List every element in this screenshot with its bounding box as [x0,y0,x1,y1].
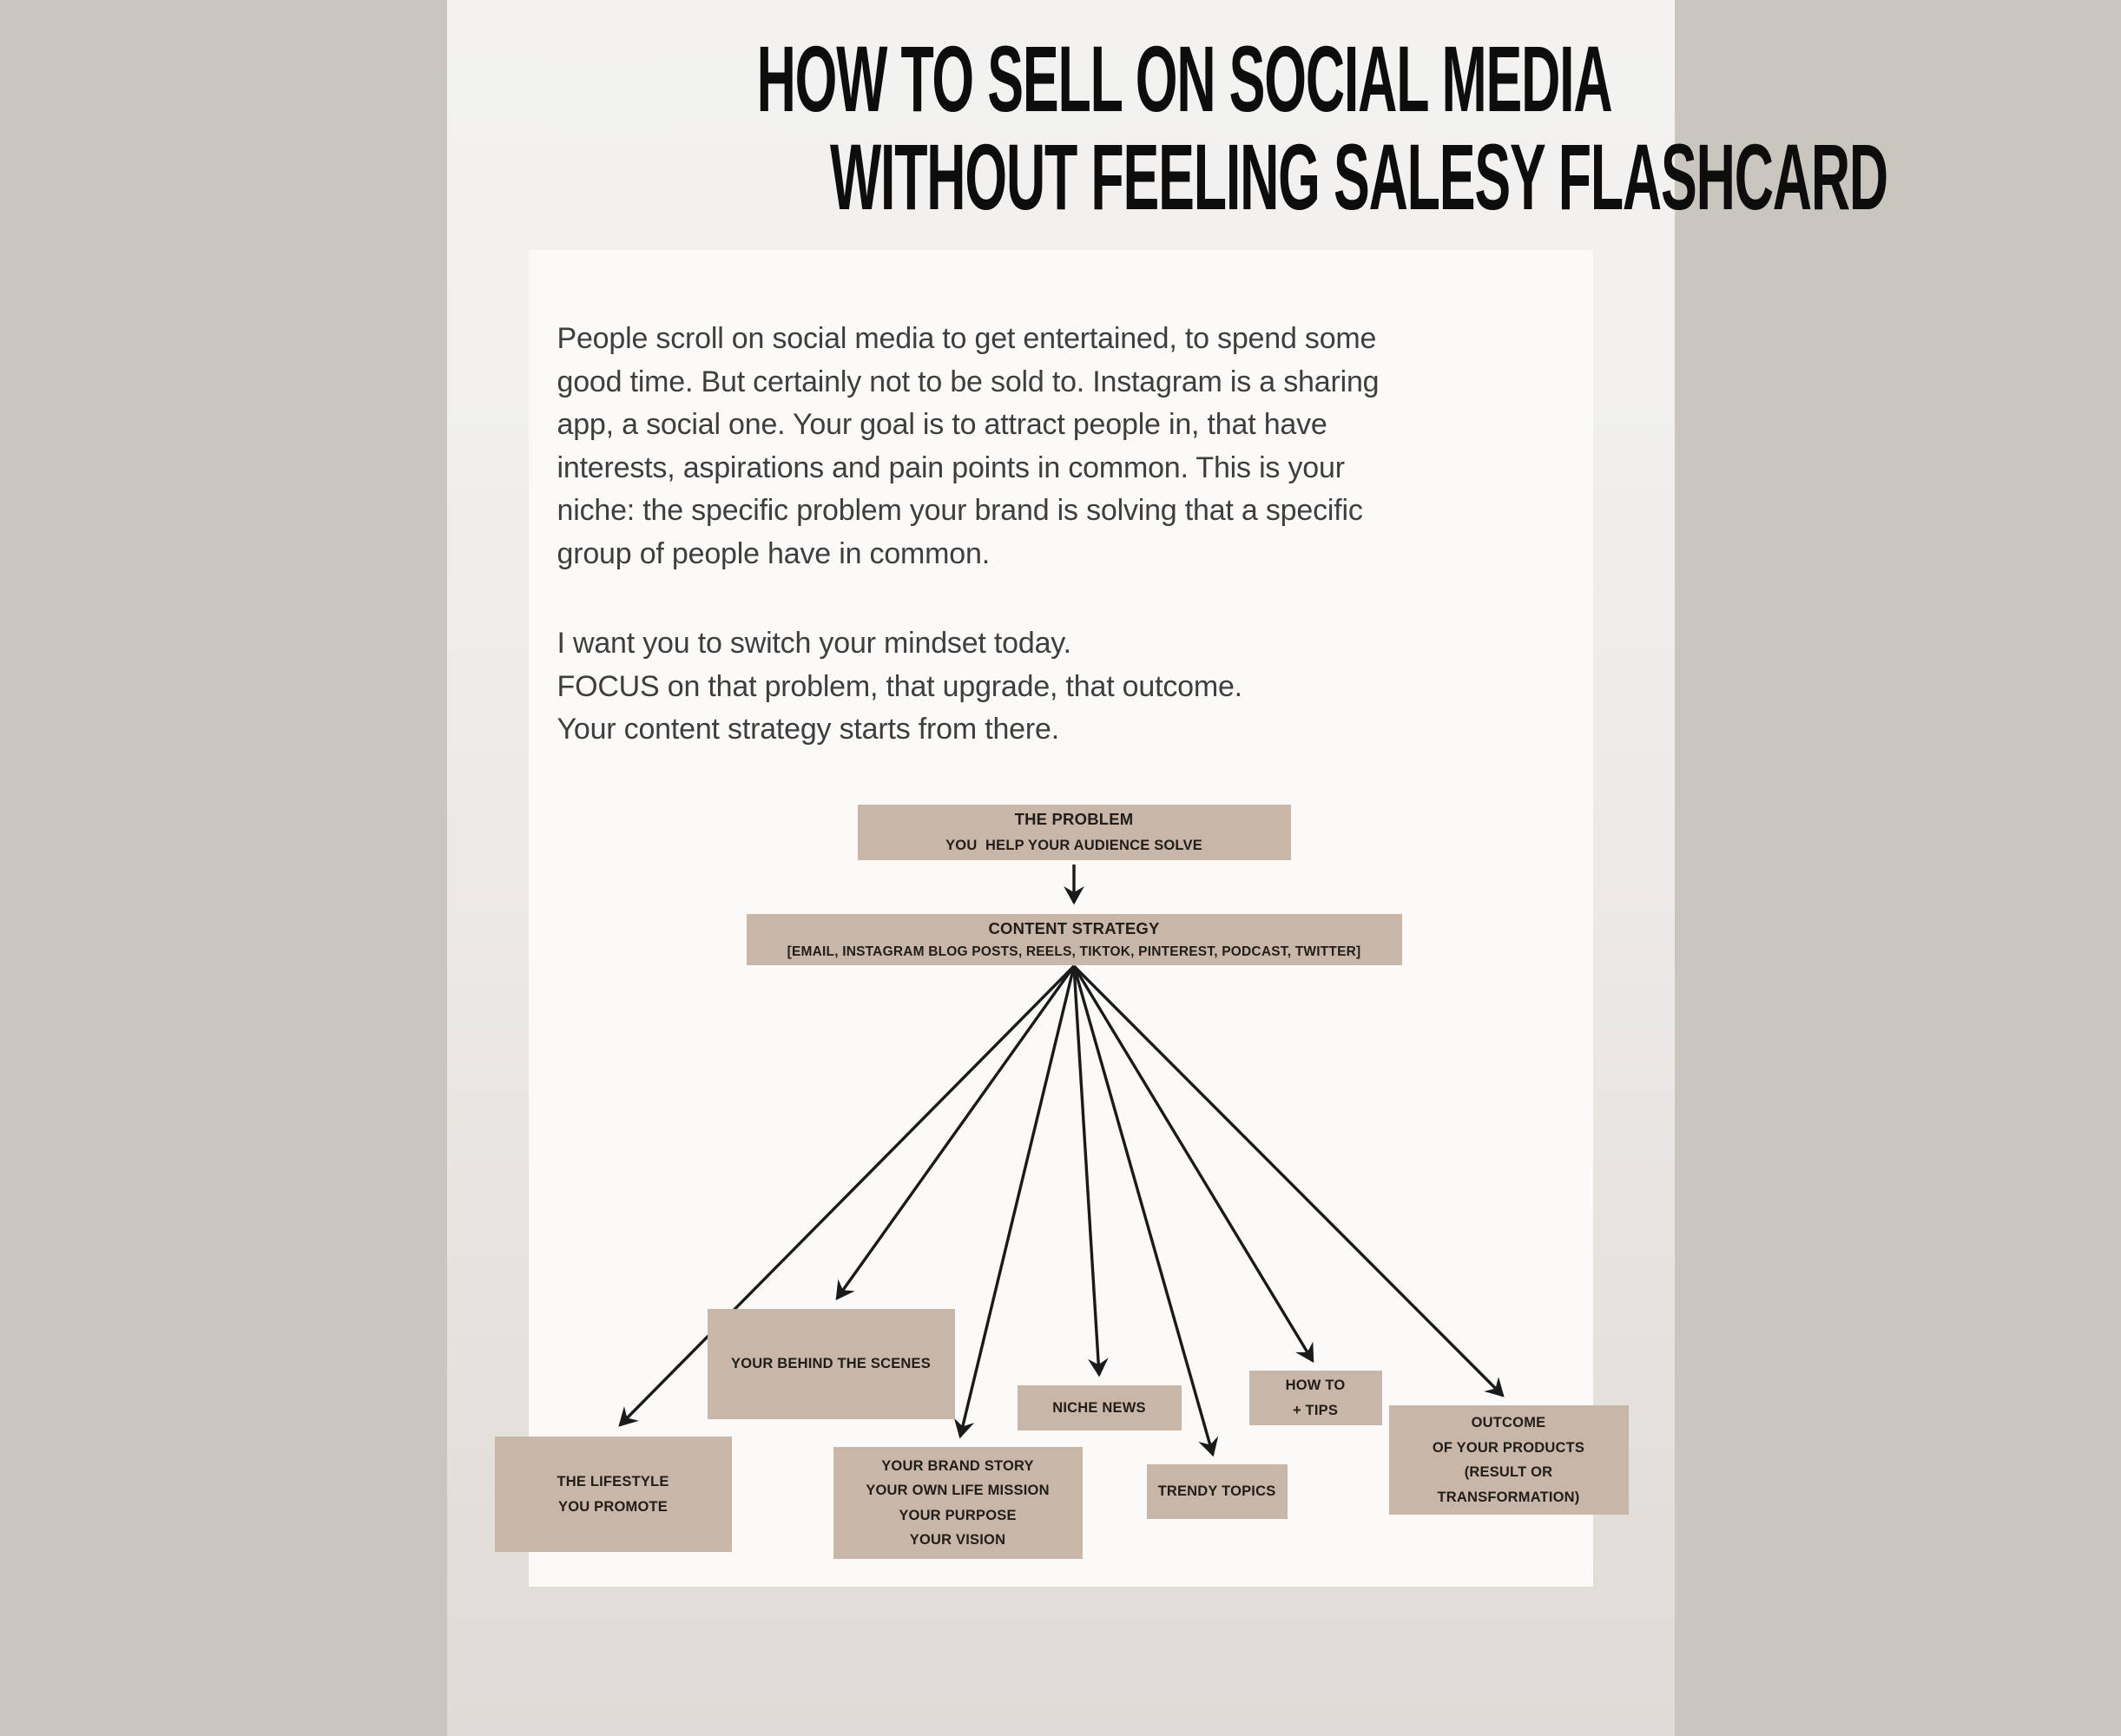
flow-box-how-to-tips-line: + TIPS [1292,1402,1339,1418]
page-title-line-1: HOW TO SELL ON SOCIAL MEDIA [756,26,1612,131]
flow-box-outcome-line: (RESULT OR [1464,1464,1553,1480]
flow-box-how-to-tips [1249,1371,1382,1425]
mindset-paragraph [557,622,1242,752]
flow-box-how-to-tips-line: HOW TO [1285,1378,1346,1393]
flow-box-brand-story-line: YOUR BRAND STORY [881,1457,1034,1474]
flow-box-content-strategy [747,914,1402,965]
intro-line: niche: the specific problem your brand is solving that a specific [557,494,1363,528]
flow-box-brand-story-line: YOUR PURPOSE [899,1507,1017,1523]
flow-box-behind-the-scenes-line: YOUR BEHIND THE SCENES [731,1356,931,1372]
flow-box-niche-news [1018,1385,1182,1430]
intro-line: People scroll on social media to get entertained, to spend some [557,322,1377,355]
intro-paragraph [557,318,1380,576]
flow-box-niche-news-line: NICHE NEWS [1052,1399,1146,1416]
intro-line: app, a social one. Your goal is to attract people in, that have [557,408,1327,442]
mindset-line: FOCUS on that problem, that upgrade, that outcome. [557,669,1242,703]
page-title-line-2: WITHOUT FEELING SALESY FLASHCARD [829,124,1887,229]
flow-box-brand-story-line: YOUR VISION [909,1532,1006,1548]
flow-box-behind-the-scenes [708,1309,955,1419]
flow-box-outcome-line: OF YOUR PRODUCTS [1432,1439,1585,1456]
flow-box-problem-subtitle: YOU HELP YOUR AUDIENCE SOLVE [945,838,1202,853]
mindset-line: I want you to switch your mindset today. [557,627,1071,660]
intro-line: group of people have in common. [557,536,990,570]
flow-box-trendy-topics [1147,1464,1288,1519]
flow-box-outcome [1389,1405,1629,1515]
flow-box-lifestyle [495,1437,732,1552]
flow-box-outcome-line: OUTCOME [1471,1415,1546,1430]
flow-box-problem [858,805,1291,860]
flow-box-problem-title: THE PROBLEM [1014,810,1134,828]
page-title [447,26,1887,229]
flow-box-brand-story [833,1447,1083,1559]
intro-line: interests, aspirations and pain points in common. This is your [557,450,1345,484]
flow-box-trendy-topics-line: TRENDY TOPICS [1157,1483,1276,1500]
mindset-line: Your content strategy starts from there. [557,713,1059,746]
intro-line: good time. But certainly not to be sold to. Instagram is a sharing [557,365,1380,398]
flow-box-content-strategy-channels: [EMAIL, INSTAGRAM BLOG POSTS, REELS, TIKTOK, PINTEREST, PODCAST, TWITTER] [787,944,1361,959]
flashcard-page [447,0,1887,1736]
flow-box-lifestyle-line: YOU PROMOTE [558,1498,668,1515]
flow-box-lifestyle-line: THE LIFESTYLE [557,1474,669,1489]
flow-box-outcome-line: TRANSFORMATION) [1437,1489,1580,1505]
flow-box-brand-story-line: YOUR OWN LIFE MISSION [866,1483,1050,1498]
flow-box-content-strategy-title: CONTENT STRATEGY [988,918,1160,937]
